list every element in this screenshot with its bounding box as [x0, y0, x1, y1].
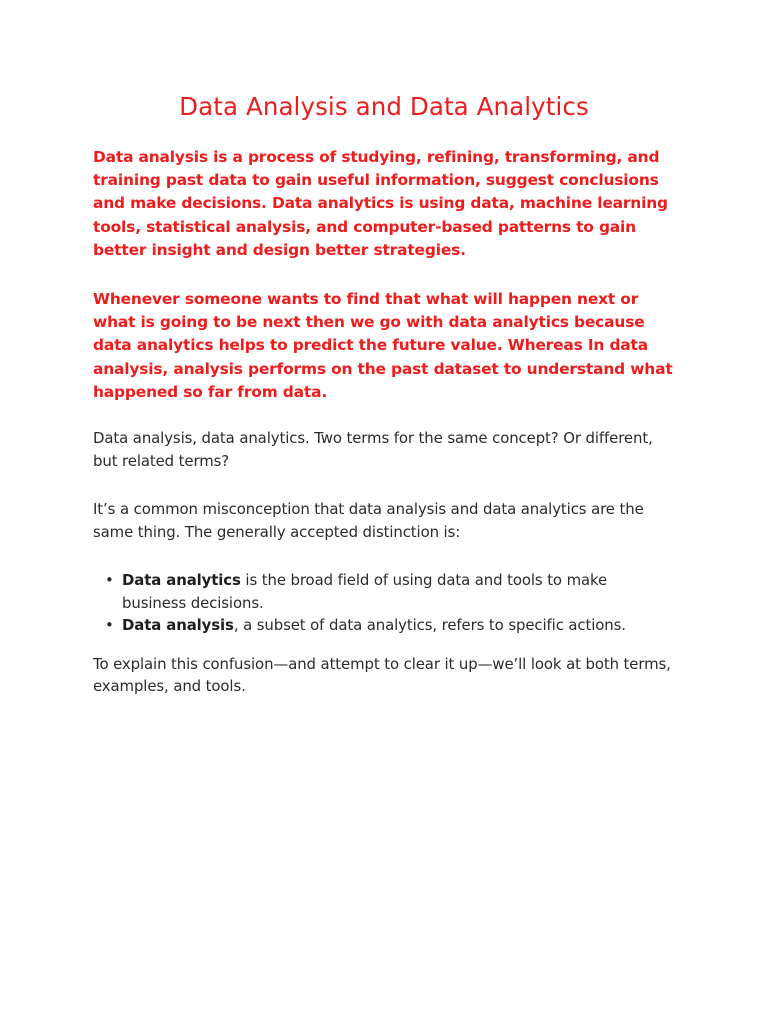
list-item-term: Data analytics — [122, 571, 241, 590]
body-paragraph-question: Data analysis, data analytics. Two terms for the same concept? Or different, but related terms? — [93, 429, 653, 470]
bullet-icon: • — [105, 616, 114, 635]
list-item — [93, 569, 675, 614]
list-item-text: is the broad field of using data and tools to make business decisions. — [122, 571, 608, 612]
lead-paragraph-definition: Data analysis is a process of studying, refining, transforming, and training past data to gain useful information, suggest conclusions and make decisions. Data analytics is using data, machine learning tools, statistical analysis, and computer-based patterns to gain better insight and design better strategies. — [93, 148, 668, 259]
distinction-list — [93, 569, 675, 637]
body-paragraph-misconception: It’s a common misconception that data analysis and data analytics are the same thing. The generally accepted distinction is: — [93, 500, 644, 541]
list-item-text: , a subset of data analytics, refers to specific actions. — [233, 616, 626, 635]
list-item-term: Data analysis — [122, 616, 234, 635]
lead-paragraph-comparison: Whenever someone wants to find that what will happen next or what is going to be next then we go with data analytics because data analytics helps to predict the future value. Whereas In data analysis, analysis performs on the past dataset to understand what happened so far from data. — [93, 290, 673, 401]
page-title: Data Analysis and Data Analytics — [179, 92, 589, 121]
list-item — [93, 614, 675, 637]
bullet-icon: • — [105, 571, 114, 590]
body-paragraph-explanation: To explain this confusion—and attempt to clear it up—we’ll look at both terms, examples, and tools. — [93, 654, 671, 696]
